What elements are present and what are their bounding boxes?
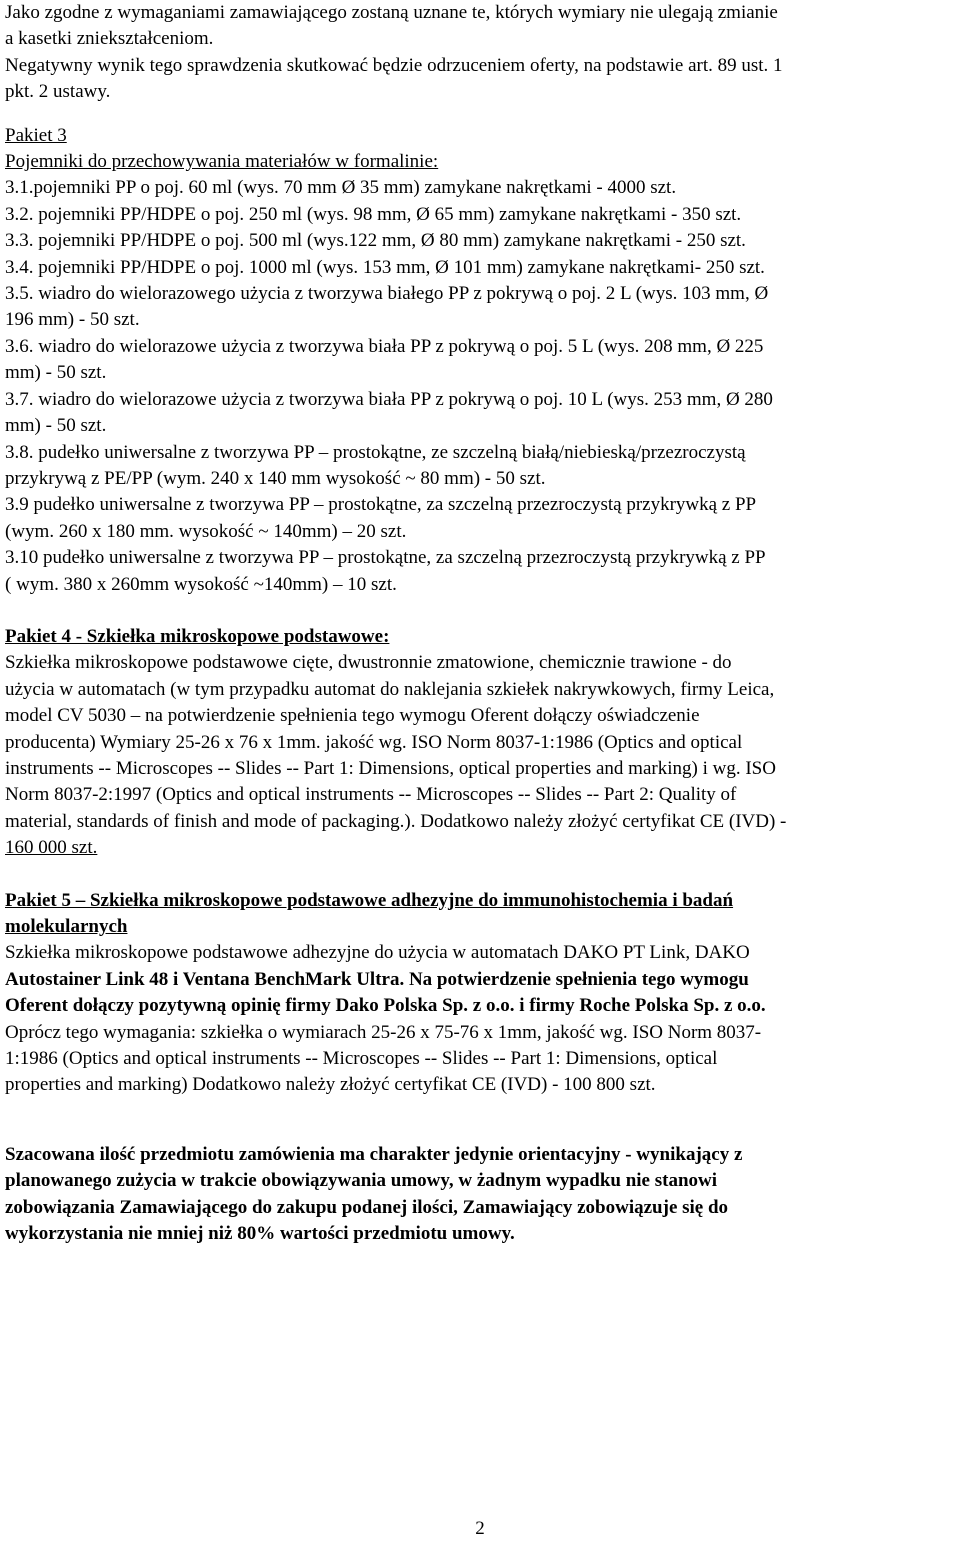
intro-line: pkt. 2 ustawy. (5, 81, 111, 103)
pakiet3-item-line: 3.5. wiadro do wielorazowego użycia z tworzywa białego PP z pokrywą o poj. 2 L (wys. 103 mm, Ø (5, 283, 769, 305)
pakiet4-line: 160 000 szt. (5, 837, 98, 859)
pakiet3-item-line: mm) - 50 szt. (5, 415, 107, 437)
pakiet3-title: Pakiet 3 (5, 124, 67, 146)
pakiet5-line: Autostainer Link 48 i Ventana BenchMark Ultra. Na potwierdzenie spełnienia tego wymogu (5, 968, 749, 990)
pakiet3-item-line: 3.8. pudełko uniwersalne z tworzywa PP – prostokątne, ze szczelną białą/niebieską/przezroczystą (5, 441, 746, 463)
pakiet4-line: instruments -- Microscopes -- Slides -- Part 1: Dimensions, optical properties and marking) i wg. ISO (5, 757, 776, 779)
pakiet3-subtitle: Pojemniki do przechowywania materiałów w formalinie: (5, 151, 439, 173)
note-line: zobowiązania Zamawiającego do zakupu podanej ilości, Zamawiający zobowiązuje się do (5, 1196, 729, 1218)
pakiet3-item-line: (wym. 260 x 180 mm. wysokość ~ 140mm) – 20 szt. (5, 520, 407, 542)
quantity-note (5, 1142, 955, 1248)
pakiet5-body (5, 940, 955, 1098)
pakiet5-title: molekularnych (5, 916, 128, 937)
pakiet3-item-line: 3.3. pojemniki PP/HDPE o poj. 500 ml (wys.122 mm, Ø 80 mm) zamykane nakrętkami - 250 szt. (5, 230, 746, 252)
pakiet3-item-line: 3.9 pudełko uniwersalne z tworzywa PP – prostokątne, za szczelną przezroczystą przykrywką z PP (5, 494, 757, 516)
pakiet4-title: Pakiet 4 - Szkiełka mikroskopowe podstawowe: (5, 625, 390, 647)
pakiet3-item-line: 3.6. wiadro do wielorazowe użycia z tworzywa biała PP z pokrywą o poj. 5 L (wys. 208 mm, Ø 225 (5, 335, 764, 357)
page-number: 2 (475, 1518, 485, 1539)
pakiet4-line: Szkiełka mikroskopowe podstawowe cięte, dwustronnie zmatowione, chemicznie trawione - do (5, 652, 732, 674)
pakiet3-item-list (5, 175, 955, 598)
pakiet5-line: Oferent dołączy pozytywną opinię firmy Dako Polska Sp. z o.o. i firmy Roche Polska Sp. z o.o. (5, 995, 766, 1017)
pakiet4-line: Norm 8037-2:1997 (Optics and optical instruments -- Microscopes -- Slides -- Part 2: Quality of (5, 784, 737, 806)
pakiet3-item-line: 196 mm) - 50 szt. (5, 309, 140, 331)
pakiet5-line: 1:1986 (Optics and optical instruments -- Microscopes -- Slides -- Part 1: Dimensions, optical (5, 1048, 718, 1070)
pakiet4-line: użycia w automatach (w tym przypadku automat do naklejania szkiełek nakrywkowych, firmy Leica, (5, 678, 775, 700)
pakiet4-body (5, 650, 955, 861)
note-line: planowanego zużycia w trakcie obowiązywania umowy, w żadnym wypadku nie stanowi (5, 1170, 718, 1192)
document-page (5, 0, 955, 1247)
pakiet3-item-line: ( wym. 380 x 260mm wysokość ~140mm) – 10 szt. (5, 573, 397, 595)
pakiet3-item-line: 3.10 pudełko uniwersalne z tworzywa PP – prostokątne, za szczelną przezroczystą przykrywką z PP (5, 547, 766, 569)
pakiet4-line: model CV 5030 – na potwierdzenie spełnienia tego wymogu Oferent dołączy oświadczenie (5, 705, 700, 727)
pakiet3-item-line: przykrywą z PE/PP (wym. 240 x 140 mm wysokość ~ 80 mm) - 50 szt. (5, 467, 546, 489)
pakiet3-item-line: 3.4. pojemniki PP/HDPE o poj. 1000 ml (wys. 153 mm, Ø 101 mm) zamykane nakrętkami- 250 szt. (5, 256, 765, 278)
intro-line: Negatywny wynik tego sprawdzenia skutkować będzie odrzuceniem oferty, na podstawie art. 89 ust. 1 (5, 54, 783, 76)
pakiet4-line: material, standards of finish and mode of packaging.). Dodatkowo należy złożyć certyfikat CE (IVD) - (5, 810, 787, 832)
pakiet5-line: Oprócz tego wymagania: szkiełka o wymiarach 25-26 x 75-76 x 1mm, jakość wg. ISO Norm 8037- (5, 1021, 762, 1043)
pakiet3-item-line: 3.1.pojemniki PP o poj. 60 ml (wys. 70 mm Ø 35 mm) zamykane nakrętkami - 4000 szt. (5, 177, 677, 199)
pakiet3-item-line: 3.7. wiadro do wielorazowe użycia z tworzywa biała PP z pokrywą o poj. 10 L (wys. 253 mm, Ø 280 (5, 388, 773, 410)
pakiet3-item-line: mm) - 50 szt. (5, 362, 107, 384)
pakiet3-item-line: 3.2. pojemniki PP/HDPE o poj. 250 ml (wys. 98 mm, Ø 65 mm) zamykane nakrętkami - 350 szt. (5, 203, 742, 225)
note-line: Szacowana ilość przedmiotu zamówienia ma charakter jedynie orientacyjny - wynikający z (5, 1143, 743, 1165)
pakiet4-line: producenta) Wymiary 25-26 x 76 x 1mm. jakość wg. ISO Norm 8037-1:1986 (Optics and optical (5, 731, 743, 753)
intro-line: Jako zgodne z wymaganiami zamawiającego zostaną uznane te, których wymiary nie ulegają zmianie (5, 2, 778, 23)
note-line: wykorzystania nie mniej niż 80% wartości przedmiotu umowy. (5, 1223, 515, 1245)
pakiet5-line: properties and marking) Dodatkowo należy złożyć certyfikat CE (IVD) - 100 800 szt. (5, 1074, 656, 1096)
intro-line: a kasetki zniekształceniom. (5, 28, 214, 50)
pakiet5-title: Pakiet 5 – Szkiełka mikroskopowe podstawowe adhezyjne do immunohistochemia i badań (5, 889, 734, 911)
pakiet5-line: Szkiełka mikroskopowe podstawowe adhezyjne do użycia w automatach DAKO PT Link, DAKO (5, 942, 750, 964)
